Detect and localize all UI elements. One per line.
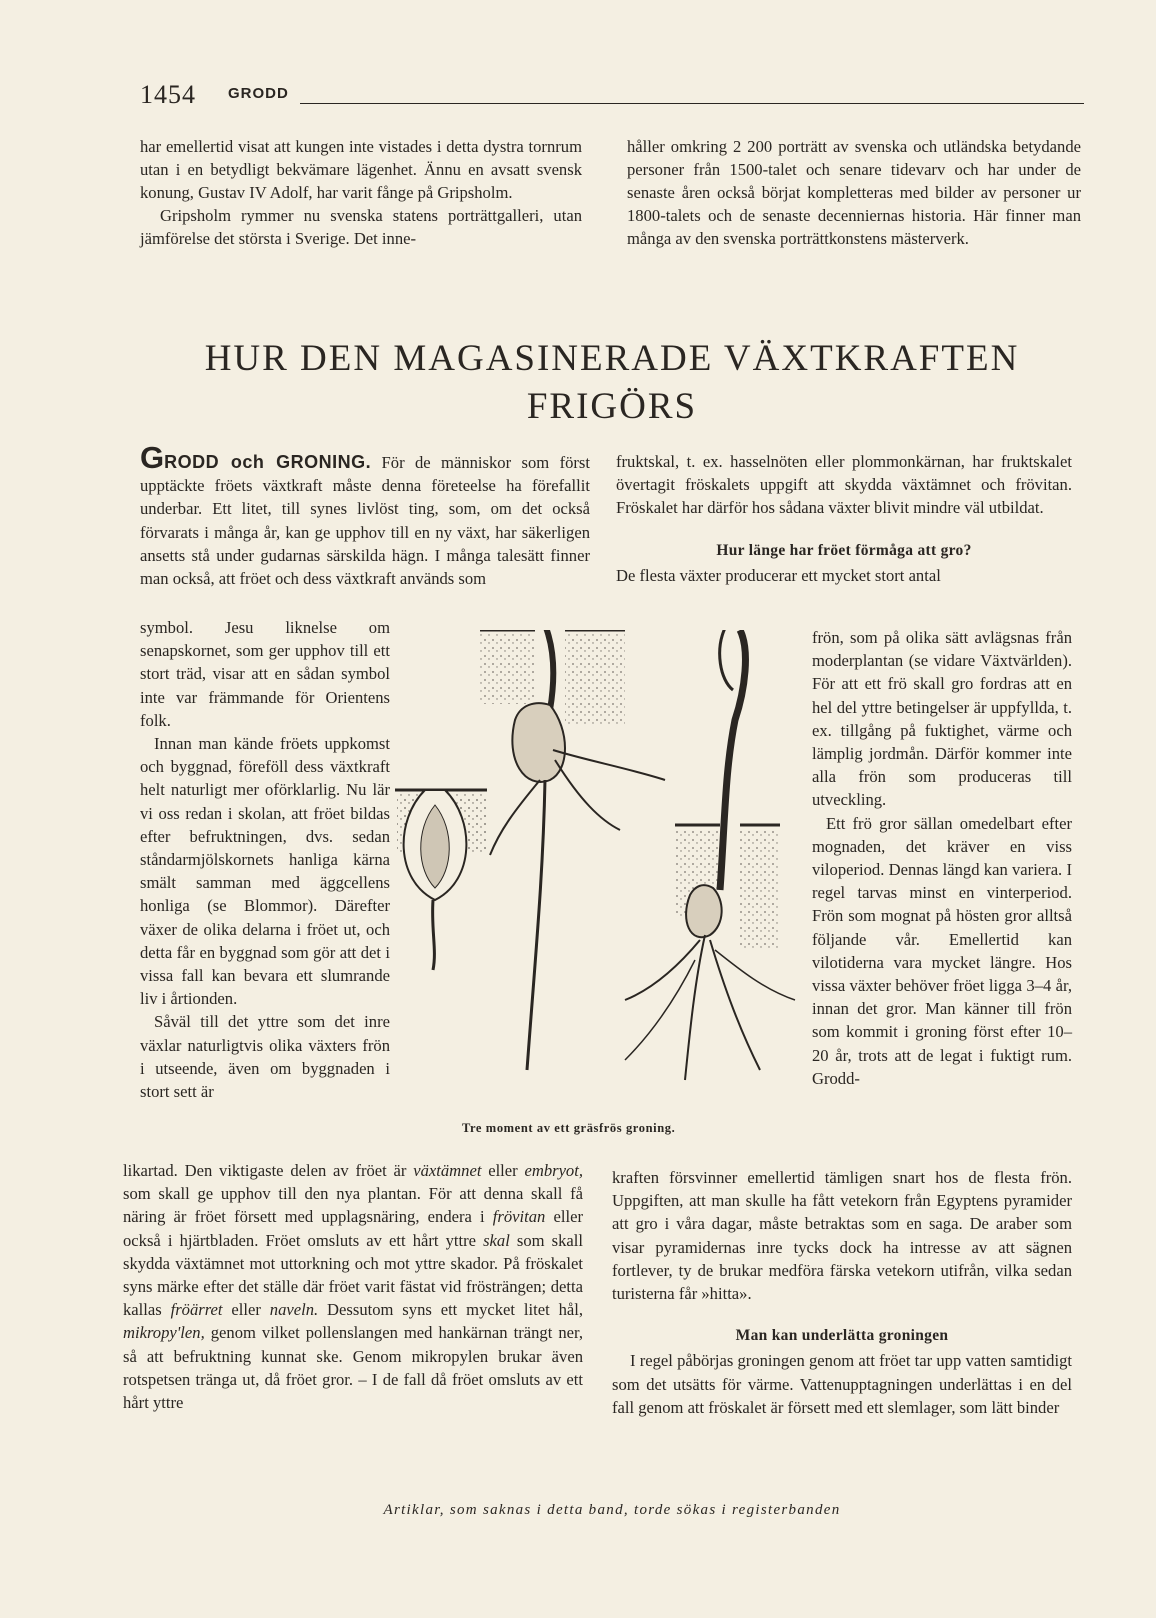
text-run: eller	[222, 1300, 270, 1320]
term-frovitan: frövitan	[492, 1207, 546, 1227]
paragraph-lead-line: De flesta växter producerar ett mycket stort antal	[616, 565, 941, 585]
top-right-column	[627, 135, 1081, 250]
lead-text: För de människor som först upptäckte fröets växtkraft måste denna företeelse ha förefallit underbar. Ett litet, till synes livlöst ting, som, om det också förvarats i många år, kan ge upphov till en ny växt, har säkerligen ansetts stå under gudarnas särskilda hägn. I många talesätt finner man också, att fröet och dess växtkraft används som	[140, 453, 590, 589]
article-title-line-2: FRIGÖRS	[526, 386, 698, 427]
paragraph: kraften försvinner emellertid tämligen snart hos de flesta frön. Uppgiften, att man skulle ha fått vetekorn från Egyptens pyramider att gro i våra dagar, måste betraktas som en saga. De araber som visar pyramidernas inre tycks dock ha intresse av att sägnen fortlever, ty de brukar medföra färska vetekorn utifrån, vilka sedan turisterna får »hitta».	[612, 1168, 1072, 1304]
term-froarret: fröärret	[170, 1300, 223, 1320]
left-narrow-column	[140, 616, 390, 1103]
page-number: 1454	[140, 80, 196, 109]
right-narrow-column	[812, 626, 1072, 1090]
text-run: eller också i hjärtbladen. Fröet omsluts av ett hårt yttre	[123, 1207, 583, 1250]
running-title: GRODD	[228, 85, 289, 102]
text-run: som skall ge upphov till den nya plantan. För att denna skall få näring är fröet försett med upplagsnäring, endera i	[123, 1184, 583, 1227]
lead-kicker: RODD och GRONING.	[164, 452, 372, 472]
article-title	[140, 335, 1084, 431]
top-left-column	[140, 135, 582, 250]
paragraph: håller omkring 2 200 porträtt av svenska och utländska betydande personer från 1500-talet och senare tidevarv och har under de senaste åren också börjat kompletteras med bilder av personer ur 1800-talets och de senaste decenniernas historia. Här finner man många av den svenska porträttkonstens mästerverk.	[627, 137, 1081, 248]
page-header	[140, 76, 1084, 110]
stage-3-young-plant	[625, 630, 795, 1080]
paragraph: Innan man kände fröets uppkomst och byggnad, föreföll dess växtkraft helt naturligt mer oförklarlig. Nu lär vi oss redan i skolan, att fröet bildas efter befruktningen, dvs. sedan ståndarmjölskornets hanliga kärna smält samman med äggcellens honliga (se Blommor). Därefter växer de olika delarna i fröet ut, och detta får en byggnad som gör att det i vissa fall kan bevara ett slumrande liv i årtionden.	[140, 734, 390, 1009]
term-naveln: naveln.	[269, 1300, 319, 1320]
header-rule	[300, 103, 1084, 104]
paragraph: har emellertid visat att kungen inte vistades i detta dystra tornrum utan i en betydligt bekvämare lägenhet. Ännu en avsatt svensk konung, Gustav IV Adolf, har varit fånge på Gripsholm.	[140, 137, 582, 202]
bottom-left-paragraph	[123, 1159, 583, 1414]
term-vaxtamnet: växtämnet	[413, 1161, 482, 1180]
text-run: eller	[481, 1161, 525, 1180]
term-embryot: embryot,	[524, 1161, 583, 1180]
right-bottom-column	[612, 1166, 1072, 1419]
article-title-line-1: HUR DEN MAGASINERADE VÄXTKRAFTEN	[204, 338, 1020, 379]
stage-1-seed	[395, 790, 487, 970]
text-run: genom vilket pollenslangen med hankärnan trängt ner, så att befruktning kunnat ske. Genom mikropylen brukar även rotspetsen tränga ut, då fröet gror. – I de fall då fröet omsluts av ett hårt yttre	[123, 1323, 583, 1413]
right-top-column	[616, 450, 1072, 587]
term-mikropylen: mikropy'len,	[123, 1323, 205, 1343]
paragraph: Såväl till det yttre som det inre växlar naturligtvis olika växters frön i utseende, även om byggnaden i stort sett är	[140, 1012, 390, 1102]
figure-caption: Tre moment av ett gräsfrös groning.	[462, 1121, 676, 1135]
text-run: Dessutom syns ett mycket litet hål,	[318, 1300, 583, 1320]
subheading-facilitate-germination: Man kan underlätta groningen	[735, 1327, 949, 1345]
paragraph: frön, som på olika sätt avlägsnas från moderplantan (se vidare Växtvärlden). För att ett frö skall gro fordras att en hel del yttre betingelser är uppfyllda, t. ex. tillgång på fuktighet, värme och lämplig jordmån. Därför kommer inte alla frön som produceras till utveckling.	[812, 628, 1072, 810]
lead-paragraph	[140, 440, 590, 590]
footer-note: Artiklar, som saknas i detta band, torde sökas i registerbanden	[383, 1502, 841, 1518]
paragraph: Ett frö gror sällan omedelbart efter mognaden, det kräver en viss viloperiod. Dennas längd kan variera. I regel tarvas minst en vinterperiod. Frön som mognat på hösten gror alltså följande vår. Emellertid kan vilotiderna vara mycket längre. Hos vissa växter behöver fröet ligga 3–4 år, innan det gror. Man känner till frön som kommit i groning först efter 10–20 år, trots att de legat i fuktigt rum. Grodd-	[812, 813, 1072, 1088]
paragraph: fruktskal, t. ex. hasselnöten eller plommonkärnan, har fruktskalet övertagit fröskalets uppgift att skydda växtämnet och frövitan. Fröskalet har därför hos sådana växter blivit mindre väl utbildat.	[616, 452, 1072, 518]
subheading-germination-ability: Hur länge har fröet förmåga att gro?	[716, 541, 972, 559]
text-run: likartad. Den viktigaste delen av fröet är	[123, 1161, 414, 1180]
term-skal: skal	[483, 1230, 510, 1250]
germination-illustration	[395, 630, 810, 1110]
drop-initial: G	[140, 440, 165, 475]
paragraph: I regel påbörjas groningen genom att fröet tar upp vatten samtidigt som det utsätts för värme. Vattenupptagningen underlättas i en del fall genom att fröskalet är försett med ett slemlager, som lätt binder	[612, 1351, 1072, 1417]
paragraph: Gripsholm rymmer nu svenska statens porträttgalleri, utan jämförelse det största i Sverige. Det inne-	[140, 206, 582, 248]
paragraph: symbol. Jesu liknelse om senapskornet, som ger upphov till ett stort träd, visar att en sådan symbol inte var främmande för Orientens folk.	[140, 618, 390, 730]
text-run: som skall skydda växtämnet mot uttorkning och mot yttre skador. På fröskalet syns märke efter det ställe där fröet varit fästat vid frösträngen; detta kallas	[123, 1230, 583, 1320]
stage-2-seedling	[480, 630, 665, 1070]
